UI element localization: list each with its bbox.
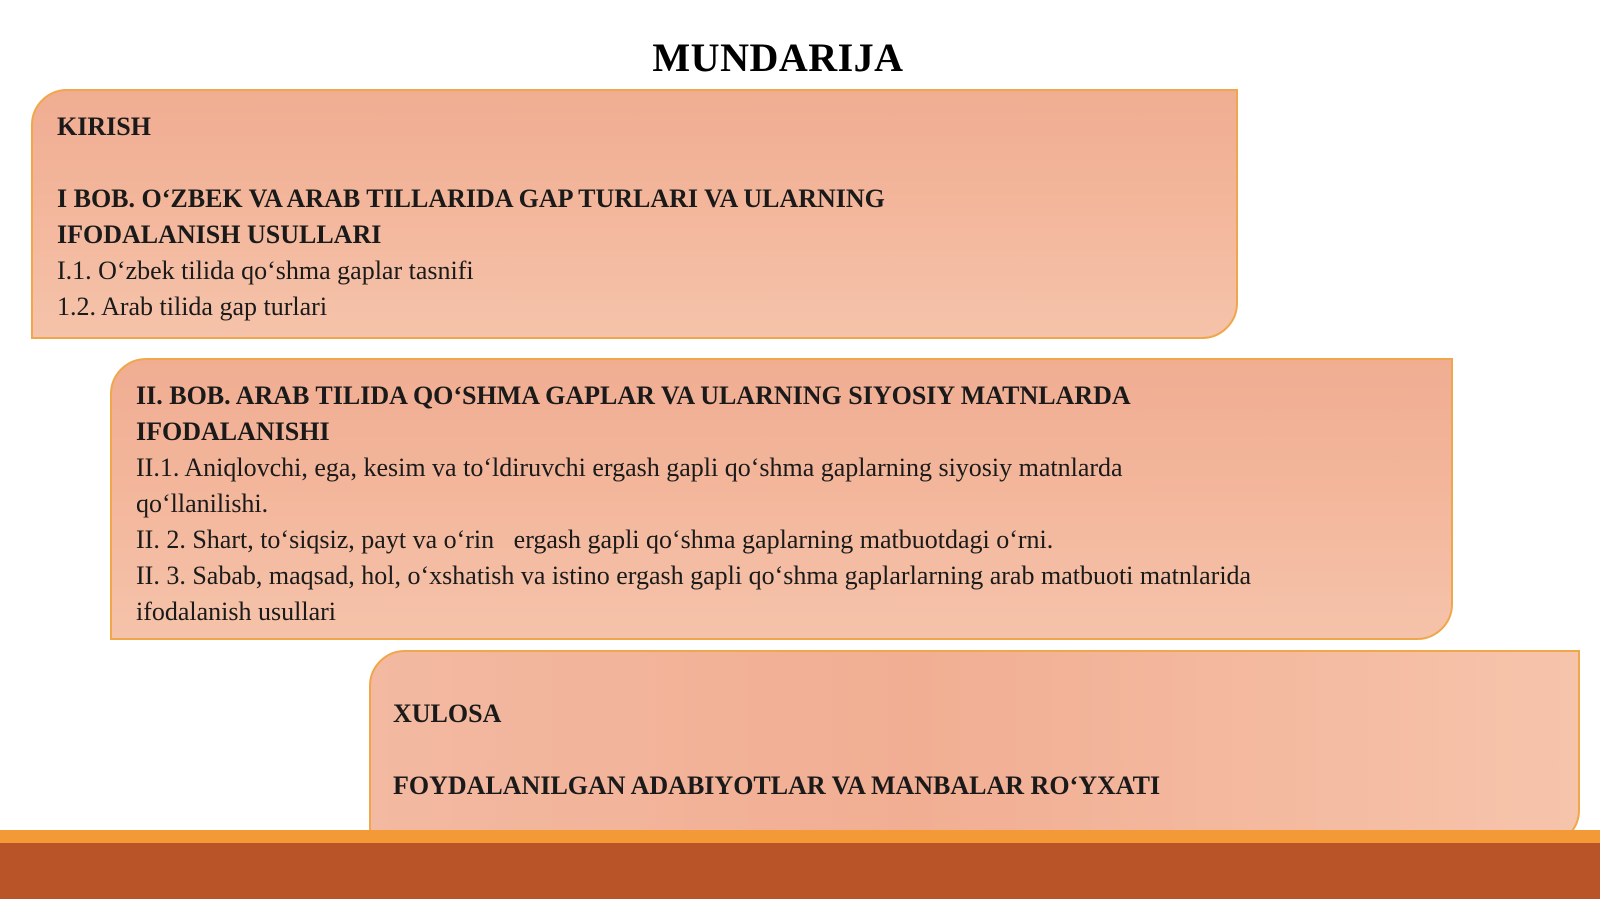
toc-chapter1-heading-line1: I BOB. O‘ZBEK VA ARAB TILLARIDA GAP TURLARI VA ULARNING [57, 184, 885, 213]
toc-chapter1-heading-line2: IFODALANISH USULLARI [57, 220, 382, 249]
toc-chapter1-item-2: 1.2. Arab tilida gap turlari [57, 292, 328, 321]
spacer [393, 732, 1556, 768]
toc-chapter2-item-2: II. 2. Shart, to‘siqsiz, payt va o‘rin ergash gapli qo‘shma gaplarning matbuotdagi o‘rni. [136, 525, 1054, 554]
toc-chapter2-item-3-cont: ifodalanish usullari [136, 597, 337, 626]
toc-chapter2-item-3: II. 3. Sabab, maqsad, hol, o‘xshatish va istino ergash gapli qo‘shma gaplarlarning arab matbuoti matnlarida [136, 561, 1252, 590]
toc-chapter2-heading-line2: IFODALANISHI [136, 417, 330, 446]
toc-chapter2-heading-line1: II. BOB. ARAB TILIDA QO‘SHMA GAPLAR VA ULARNING SIYOSIY MATNLARDA [136, 381, 1131, 410]
toc-chapter1-item-1: I.1. O‘zbek tilida qo‘shma gaplar tasnifi [57, 256, 474, 285]
toc-box-conclusion [369, 650, 1580, 846]
toc-chapter2-item-1: II.1. Aniqlovchi, ega, kesim va to‘ldiruvchi ergash gapli qo‘shma gaplarning siyosiy matnlarda [136, 453, 1123, 482]
footer-accent-stripe [0, 830, 1600, 843]
spacer [57, 145, 1212, 181]
toc-heading-xulosa: XULOSA [393, 699, 502, 728]
toc-box-intro-chapter1 [31, 89, 1238, 339]
toc-chapter2-item-1-cont: qo‘llanilishi. [136, 489, 269, 518]
toc-heading-references: FOYDALANILGAN ADABIYOTLAR VA MANBALAR RO‘YXATI [393, 771, 1161, 800]
toc-box-chapter2 [110, 358, 1453, 640]
page-title: MUNDARIJA [652, 35, 904, 80]
toc-heading-kirish: KIRISH [57, 112, 151, 141]
